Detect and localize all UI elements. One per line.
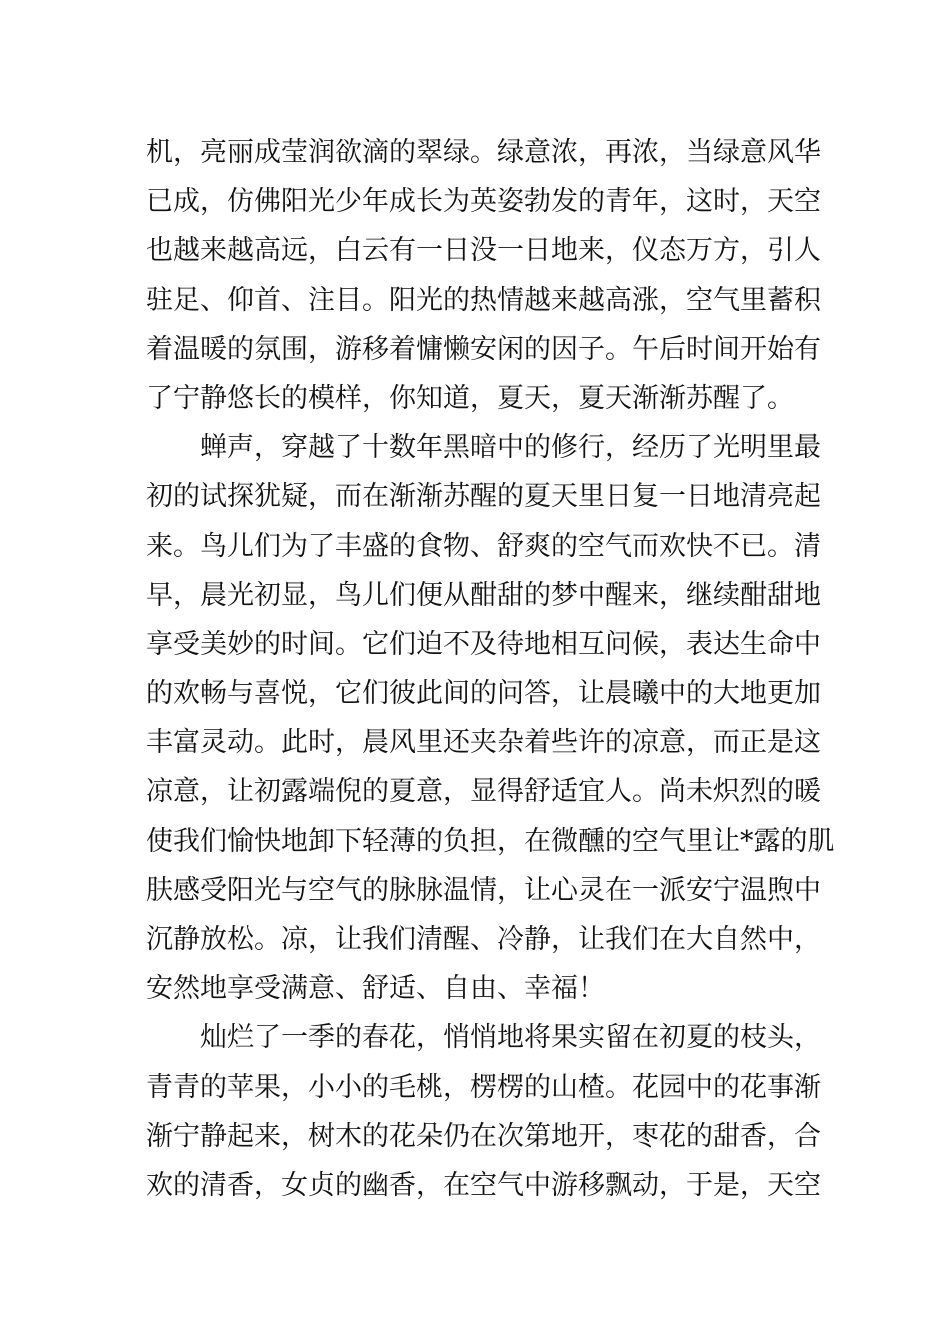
body-text (146, 128, 835, 1210)
text-line: 驻足、仰首、注目。阳光的热情越来越高涨，空气里蓄积 (146, 284, 821, 316)
text-line: 着温暖的氛围，游移着慵懒安闲的因子。午后时间开始有 (146, 333, 821, 365)
text-line: 机，亮丽成莹润欲滴的翠绿。绿意浓，再浓，当绿意风华 (146, 137, 821, 168)
text-line: 也越来越高远，白云有一日没一日地来，仪态万方，引人 (146, 235, 821, 267)
text-line: 已成，仿佛阳光少年成长为英姿勃发的青年，这时，天空 (146, 186, 821, 218)
text-line: 凉意，让初露端倪的夏意，显得舒适宜人。尚未炽烈的暖 (146, 776, 821, 808)
text-line: 早，晨光初显，鸟儿们便从酣甜的梦中醒来，继续酣甜地 (146, 579, 821, 611)
text-line: 了宁静悠长的模样，你知道，夏天，夏天渐渐苏醒了。 (146, 382, 794, 414)
text-line: 来。鸟儿们为了丰盛的食物、舒爽的空气而欢快不已。清 (146, 530, 821, 562)
text-line: 蝉声，穿越了十数年黑暗中的修行，经历了光明里最 (200, 432, 821, 464)
text-line: 沉静放松。凉，让我们清醒、冷静，让我们在大自然中， (146, 924, 821, 955)
text-line: 安然地享受满意、舒适、自由、幸福！ (146, 973, 605, 1005)
text-line: 青青的苹果，小小的毛桃，楞楞的山楂。花园中的花事渐 (146, 1071, 821, 1103)
text-line: 享受美妙的时间。它们迫不及待地相互问候，表达生命中 (146, 628, 821, 660)
text-line: 渐宁静起来，树木的花朵仍在次第地开，枣花的甜香，合 (146, 1120, 821, 1152)
text-line: 的欢畅与喜悦，它们彼此间的问答，让晨曦中的大地更加 (146, 678, 821, 710)
text-line: 初的试探犹疑，而在渐渐苏醒的夏天里日复一日地清亮起 (146, 481, 821, 513)
text-line: 肤感受阳光与空气的脉脉温情，让心灵在一派安宁温煦中 (146, 874, 821, 906)
text-line: 使我们愉快地卸下轻薄的负担，在微醺的空气里让*露的肌 (146, 825, 835, 857)
text-line: 灿烂了一季的春花，悄悄地将果实留在初夏的枝头， (200, 1022, 821, 1054)
text-line: 欢的清香，女贞的幽香，在空气中游移飘动，于是，天空 (146, 1169, 821, 1201)
text-line: 丰富灵动。此时，晨风里还夹杂着些许的凉意，而正是这 (146, 727, 821, 759)
